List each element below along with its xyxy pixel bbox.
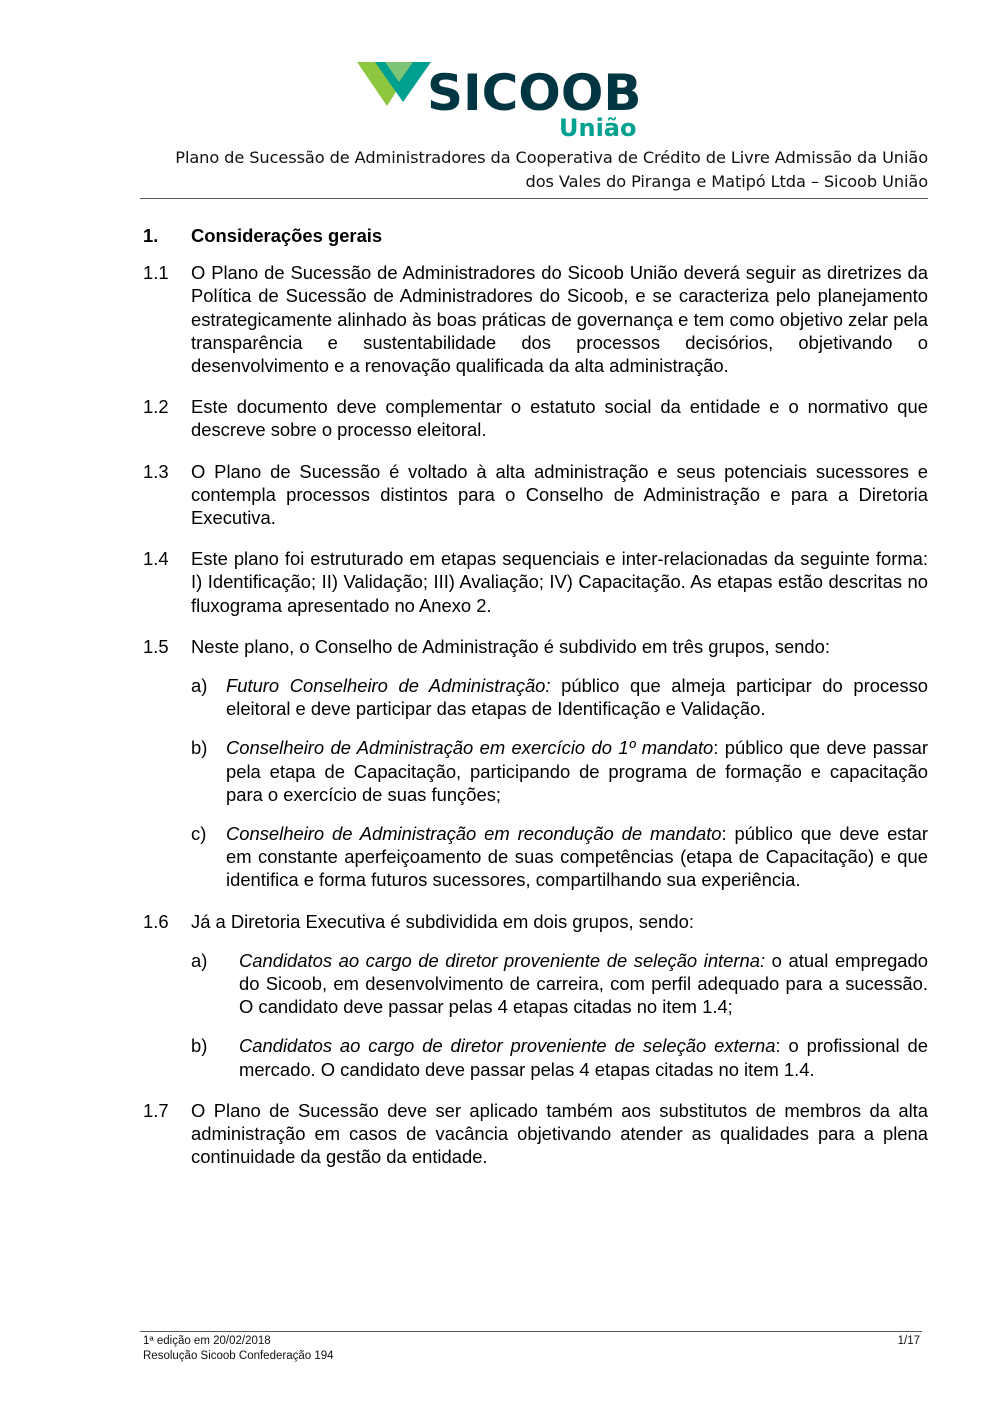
- paragraph-text: Neste plano, o Conselho de Administração é subdivido em três grupos, sendo:: [191, 635, 830, 657]
- footer-divider: [140, 1331, 922, 1332]
- paragraph-text: Este plano foi estruturado em etapas sequenciais e inter-relacionadas da seguinte forma: I) Identificação; II) Validação; III) Avaliação; IV) Capacitação. As etapas estão descritas no fluxograma apresentado no Anexo 2.: [191, 548, 928, 616]
- header-line-2: dos Vales do Piranga e Matipó Ltda – Sicoob União: [525, 172, 928, 191]
- subitem-emphasis: Futuro Conselheiro de Administração:: [226, 675, 551, 697]
- subitem-emphasis: Conselheiro de Administração em exercício do 1º mandato: [226, 737, 714, 759]
- paragraph-number: 1.2: [143, 396, 169, 418]
- subitem-text: [239, 1034, 928, 1080]
- subitem-text: [239, 949, 928, 1019]
- subitem-label: c): [191, 823, 207, 845]
- paragraph-text: O Plano de Sucessão é voltado à alta administração e seus potenciais sucessores e contempla processos distintos para o Conselho de Administração e para a Diretoria Executiva.: [191, 460, 928, 529]
- paragraph-text: Este documento deve complementar o estatuto social da entidade e o normativo que descreve sobre o processo eleitoral.: [191, 396, 928, 441]
- subitem-rest: : o profissional de mercado. O candidato deve passar pelas 4 etapas citadas no item 1.4.: [239, 1035, 928, 1080]
- section-number: 1.: [143, 225, 159, 246]
- subitem-1-6-a: [191, 949, 928, 1019]
- logo-graphic: [355, 58, 645, 140]
- subitem-text: [226, 674, 928, 720]
- header-line-1: Plano de Sucessão de Administradores da Cooperativa de Crédito de Livre Admissão da União: [175, 148, 928, 167]
- header-divider: [140, 198, 928, 199]
- paragraph-number: 1.4: [143, 548, 169, 570]
- subitem-text: [226, 736, 928, 806]
- section-title: Considerações gerais: [191, 225, 383, 246]
- document-header: [148, 146, 928, 194]
- sicoob-uniao-logo: [355, 58, 645, 140]
- paragraph-number: 1.6: [143, 910, 169, 932]
- paragraph-number: 1.1: [143, 262, 169, 284]
- subitem-emphasis: Candidatos ao cargo de diretor proveniente de seleção externa: [239, 1035, 776, 1057]
- resolution-reference: Resolução Sicoob Confederação 194: [143, 1350, 334, 1362]
- paragraph-1-3: [143, 460, 928, 530]
- paragraph-number: 1.5: [143, 635, 169, 657]
- paragraph-1-6: [143, 910, 928, 933]
- paragraph-1-5: [143, 635, 928, 658]
- subitem-emphasis: Candidatos ao cargo de diretor proveniente de seleção interna:: [239, 949, 766, 971]
- subitem-rest: : público que deve passar pela etapa de Capacitação, participando de programa de formação e capacitação para o exercício de suas funções;: [226, 737, 928, 805]
- subitem-text: [226, 822, 928, 892]
- subitem-label: a): [191, 949, 208, 971]
- paragraph-text: O Plano de Sucessão de Administradores do Sicoob União deverá seguir as diretrizes da Política de Sucessão de Administradores do Sicoob, e se caracteriza pelo planejamento estrategicamente alinhado às boas práticas de governança e tem como objetivo zelar pela transparência e sustentabilidade dos processos decisórios, objetivando o desenvolvimento e a renovação qualificada da alta administração.: [191, 262, 928, 377]
- subitem-1-5-b: [191, 736, 928, 806]
- subitem-rest: o atual empregado do Sicoob, em desenvolvimento de carreira, com perfil adequado para a sucessão. O candidato deve passar pelas 4 etapas citadas no item 1.4;: [239, 949, 928, 1018]
- subitem-rest: : público que deve estar em constante aperfeiçoamento de suas competências (etapa de Capacitação) e que identifica e forma futuros sucessores, compartilhando sua experiência.: [226, 823, 928, 891]
- subitem-1-6-b: [191, 1034, 928, 1080]
- document-body: [143, 224, 928, 1187]
- logo-sub-text: União: [559, 114, 637, 140]
- paragraph-text: Já a Diretoria Executiva é subdividida em dois grupos, sendo:: [191, 910, 694, 932]
- logo-brand-text: SICOOB: [427, 64, 642, 122]
- paragraph-number: 1.3: [143, 460, 169, 482]
- section-heading: [143, 224, 928, 247]
- document-footer: [143, 1334, 920, 1364]
- subitem-rest: público que almeja participar do processo eleitoral e deve participar das etapas de Identificação e Validação.: [226, 675, 928, 720]
- paragraph-1-4: [143, 547, 928, 617]
- paragraph-text: O Plano de Sucessão deve ser aplicado também aos substitutos de membros da alta administração em casos de vacância objetivando atender as qualidades para a plena continuidade da gestão da entidade.: [191, 1099, 928, 1168]
- paragraph-1-1: [143, 261, 928, 377]
- subitem-1-5-a: [191, 674, 928, 720]
- subitem-label: a): [191, 675, 208, 697]
- paragraph-1-2: [143, 395, 928, 441]
- subitem-label: b): [191, 1035, 208, 1057]
- paragraph-1-7: [143, 1099, 928, 1169]
- paragraph-number: 1.7: [143, 1099, 169, 1121]
- page-number: 1/17: [897, 1335, 920, 1347]
- subitem-label: b): [191, 737, 208, 759]
- footer-row: [143, 1334, 920, 1349]
- subitem-1-5-c: [191, 822, 928, 892]
- subitem-emphasis: Conselheiro de Administração em recondução de mandato: [226, 823, 722, 845]
- edition-date: 1ª edição em 20/02/2018: [143, 1335, 271, 1347]
